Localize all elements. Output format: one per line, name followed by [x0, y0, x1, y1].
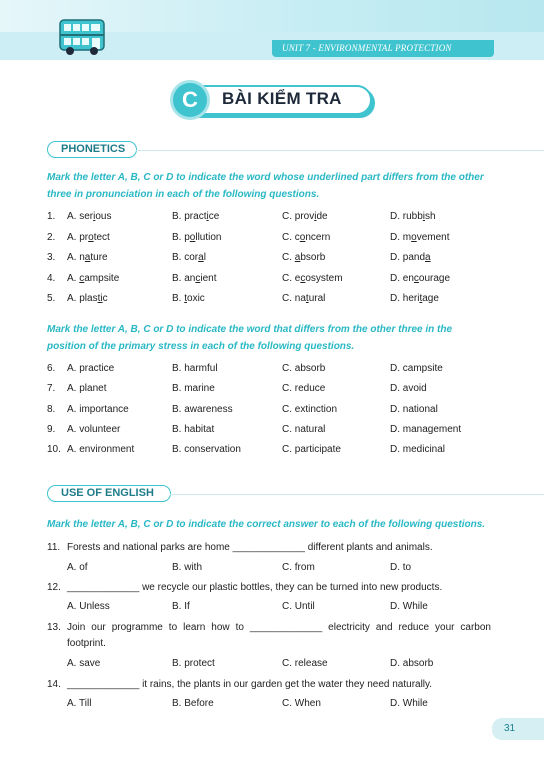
phonetics-instruction-pronunciation: Mark the letter A, B, C or D to indicate the word whose underlined part differs from the other three in pronunciation in each of the following questions.: [47, 172, 484, 200]
question-number: 5.: [47, 293, 56, 304]
option-letter: D.: [390, 232, 400, 243]
underlined-sound: i: [422, 211, 426, 222]
option-word-end: ture: [90, 252, 108, 263]
option-word-start: na: [294, 293, 306, 304]
option-word-start: an: [184, 273, 196, 284]
answer-row: [47, 600, 497, 614]
question-number: 9.: [47, 424, 56, 435]
option-word-end: llution: [195, 232, 222, 243]
underlined-sound: c: [79, 273, 85, 284]
option-letter: C.: [282, 273, 292, 284]
answer-option-b: B. If: [172, 601, 190, 612]
option-letter: C.: [282, 232, 292, 243]
answer-option: [282, 251, 325, 265]
underlined-sound: o: [299, 232, 306, 243]
answer-option-d: D. absorb: [390, 658, 434, 669]
answer-option: [172, 231, 222, 245]
answer-option: [390, 272, 450, 286]
answer-option: [282, 210, 328, 224]
answer-option-a: A. volunteer: [67, 424, 121, 435]
answer-option-b: B. conservation: [172, 444, 241, 455]
answer-option-c: C. release: [282, 658, 328, 669]
option-word-end: osystem: [305, 273, 343, 284]
underlined-sound: t: [184, 293, 188, 304]
double-decker-bus-icon: [57, 18, 107, 56]
answer-option-d: D. While: [390, 698, 428, 709]
answer-option-c: C. participate: [282, 444, 341, 455]
answer-option: [172, 210, 219, 224]
question-text: Forests and national parks are home _____________ different plants and animals.: [67, 542, 433, 553]
question-text: _____________ it rains, the plants in our garden get the water they need naturally.: [67, 679, 433, 690]
underlined-sound: o: [88, 232, 94, 243]
question-number: 7.: [47, 383, 56, 394]
answer-option-d: D. management: [390, 424, 462, 435]
answer-option: [172, 292, 205, 306]
option-letter: C.: [282, 211, 292, 222]
question-number: 12.: [47, 582, 61, 593]
option-letter: D.: [390, 293, 400, 304]
option-word-start: ser: [79, 211, 94, 222]
answer-option-a: A. save: [67, 658, 101, 669]
section-title: BÀI KIỂM TRA: [222, 89, 342, 108]
answer-option: [172, 251, 206, 265]
question-text: Join our programme to learn how to _____________ electricity and reduce your carbon footprint.: [67, 622, 491, 649]
underlined-sound: t: [419, 293, 423, 304]
answer-option-d: D. to: [390, 562, 412, 573]
option-letter: A.: [67, 252, 77, 263]
question-number: 13.: [47, 622, 61, 633]
answer-option: [282, 292, 325, 306]
answer-option-c: C. natural: [282, 424, 326, 435]
underlined-sound: ti: [97, 293, 103, 304]
option-word-start: e: [294, 273, 301, 284]
option-letter: C.: [282, 252, 292, 263]
question-row: [47, 403, 497, 417]
answer-option: [390, 292, 439, 306]
option-word-end: c: [102, 293, 108, 304]
question-row: [47, 210, 497, 224]
answer-option: [67, 272, 119, 286]
answer-option-a: A. environment: [67, 444, 135, 455]
underlined-sound: a: [425, 252, 431, 263]
answer-option: [67, 251, 108, 265]
underlined-sound: c: [300, 273, 306, 284]
answer-option: [390, 210, 436, 224]
option-word-start: rubb: [402, 211, 423, 222]
underlined-sound: c: [413, 273, 419, 284]
option-word-end: oxic: [187, 293, 205, 304]
answer-option-d: D. medicinal: [390, 444, 446, 455]
answer-option-a: A. importance: [67, 404, 129, 415]
option-letter: A.: [67, 273, 77, 284]
option-word-start: pr: [79, 232, 89, 243]
option-letter: A.: [67, 232, 77, 243]
answer-option-b: B. with: [172, 562, 203, 573]
answer-option-a: A. Till: [67, 698, 92, 709]
answer-option-a: A. planet: [67, 383, 107, 394]
underlined-sound: o: [189, 232, 196, 243]
unit-title: UNIT 7 - ENVIRONMENTAL PROTECTION: [272, 40, 494, 57]
option-letter: D.: [390, 211, 400, 222]
option-letter: B.: [172, 293, 182, 304]
question-row: [47, 443, 497, 457]
option-word-end: age: [422, 293, 439, 304]
answer-option: [282, 231, 330, 245]
page-number: 31: [492, 718, 544, 740]
answer-option: [67, 231, 110, 245]
option-word-start: plas: [79, 293, 98, 304]
option-letter: D.: [390, 273, 400, 284]
question-number: 6.: [47, 363, 56, 374]
option-letter: B.: [172, 211, 182, 222]
answer-option-c: C. When: [282, 698, 321, 709]
answer-row: [47, 697, 497, 711]
option-word-end: ous: [95, 211, 112, 222]
question-text: _____________ we recycle our plastic bottles, they can be turned into new products.: [67, 582, 443, 593]
question-row: [47, 423, 497, 437]
underlined-sound: a: [84, 252, 91, 263]
underlined-sound: i: [93, 211, 96, 222]
use-of-english-label: USE OF ENGLISH: [47, 485, 171, 502]
answer-option-a: A. of: [67, 562, 88, 573]
question-row: [47, 251, 497, 265]
question-row: [47, 231, 497, 245]
question-row: [47, 292, 497, 306]
option-word-start: c: [294, 232, 300, 243]
answer-option: [67, 210, 112, 224]
answer-option-c: C. from: [282, 562, 315, 573]
answer-option-a: A. practice: [67, 363, 115, 374]
option-word-end: ncern: [305, 232, 331, 243]
underlined-sound: a: [294, 252, 301, 263]
question-number: 2.: [47, 232, 56, 243]
option-word-start: n: [79, 252, 85, 263]
section-heading: [170, 80, 380, 120]
question-number: 14.: [47, 679, 61, 690]
option-word-end: ient: [200, 273, 217, 284]
answer-option-c: C. reduce: [282, 383, 326, 394]
option-word-end: tect: [93, 232, 110, 243]
answer-option-a: A. Unless: [67, 601, 110, 612]
answer-row: [47, 561, 497, 575]
option-word-end: sh: [425, 211, 436, 222]
answer-option-d: D. campsite: [390, 363, 443, 374]
option-letter: C.: [282, 293, 292, 304]
option-word-start: p: [184, 232, 190, 243]
use-of-english-instruction: Mark the letter A, B, C or D to indicate the correct answer to each of the following questions.: [47, 519, 486, 530]
underlined-sound: a: [198, 252, 204, 263]
answer-row: [47, 657, 497, 671]
option-word-start: cor: [184, 252, 199, 263]
option-letter: A.: [67, 211, 77, 222]
option-word-start: pand: [402, 252, 426, 263]
answer-option-b: B. habitat: [172, 424, 215, 435]
underlined-sound: i: [206, 211, 209, 222]
option-letter: B.: [172, 273, 182, 284]
option-word-end: l: [203, 252, 206, 263]
underlined-sound: c: [195, 273, 201, 284]
answer-option-b: B. marine: [172, 383, 215, 394]
option-word-start: heri: [402, 293, 420, 304]
answer-option-b: B. protect: [172, 658, 215, 669]
answer-option: [172, 272, 216, 286]
phonetics-instruction-stress: Mark the letter A, B, C or D to indicate the word that differs from the other three in the position of the primary stress in each of the following questions.: [47, 324, 453, 352]
phonetics-label: PHONETICS: [47, 141, 137, 158]
option-word-end: de: [316, 211, 328, 222]
answer-option-c: C. extinction: [282, 404, 338, 415]
question-number: 4.: [47, 273, 56, 284]
option-letter: D.: [390, 252, 400, 263]
answer-option-b: B. harmful: [172, 363, 218, 374]
underlined-sound: o: [411, 232, 417, 243]
option-word-end: ural: [308, 293, 326, 304]
question-row: [47, 272, 497, 286]
answer-option: [390, 251, 431, 265]
question-number: 8.: [47, 404, 56, 415]
question-number: 3.: [47, 252, 56, 263]
option-word-end: ce: [208, 211, 220, 222]
option-word-start: m: [402, 232, 412, 243]
answer-option: [67, 292, 108, 306]
question-number: 10.: [47, 444, 61, 455]
section-letter: C: [170, 80, 210, 120]
option-word-end: bsorb: [300, 252, 326, 263]
answer-option-d: D. While: [390, 601, 428, 612]
question-number: 1.: [47, 211, 56, 222]
option-word-start: prov: [294, 211, 315, 222]
option-word-end: ourage: [418, 273, 451, 284]
answer-option: [390, 231, 449, 245]
page-header: [0, 0, 544, 60]
option-word-start: pract: [184, 211, 207, 222]
underlined-sound: i: [314, 211, 317, 222]
question-row: [47, 362, 497, 376]
question-number: 11.: [47, 542, 61, 553]
option-letter: A.: [67, 293, 77, 304]
option-letter: B.: [172, 232, 182, 243]
option-word-end: vement: [416, 232, 450, 243]
answer-option: [282, 272, 343, 286]
option-word-end: ampsite: [84, 273, 120, 284]
answer-option-d: D. avoid: [390, 383, 427, 394]
question-row: [47, 382, 497, 396]
answer-option-c: C. Until: [282, 601, 315, 612]
option-word-start: en: [402, 273, 414, 284]
option-letter: B.: [172, 252, 182, 263]
answer-option-b: B. awareness: [172, 404, 233, 415]
answer-option-b: B. Before: [172, 698, 214, 709]
underlined-sound: t: [305, 293, 309, 304]
answer-option-c: C. absorb: [282, 363, 326, 374]
answer-option-d: D. national: [390, 404, 438, 415]
